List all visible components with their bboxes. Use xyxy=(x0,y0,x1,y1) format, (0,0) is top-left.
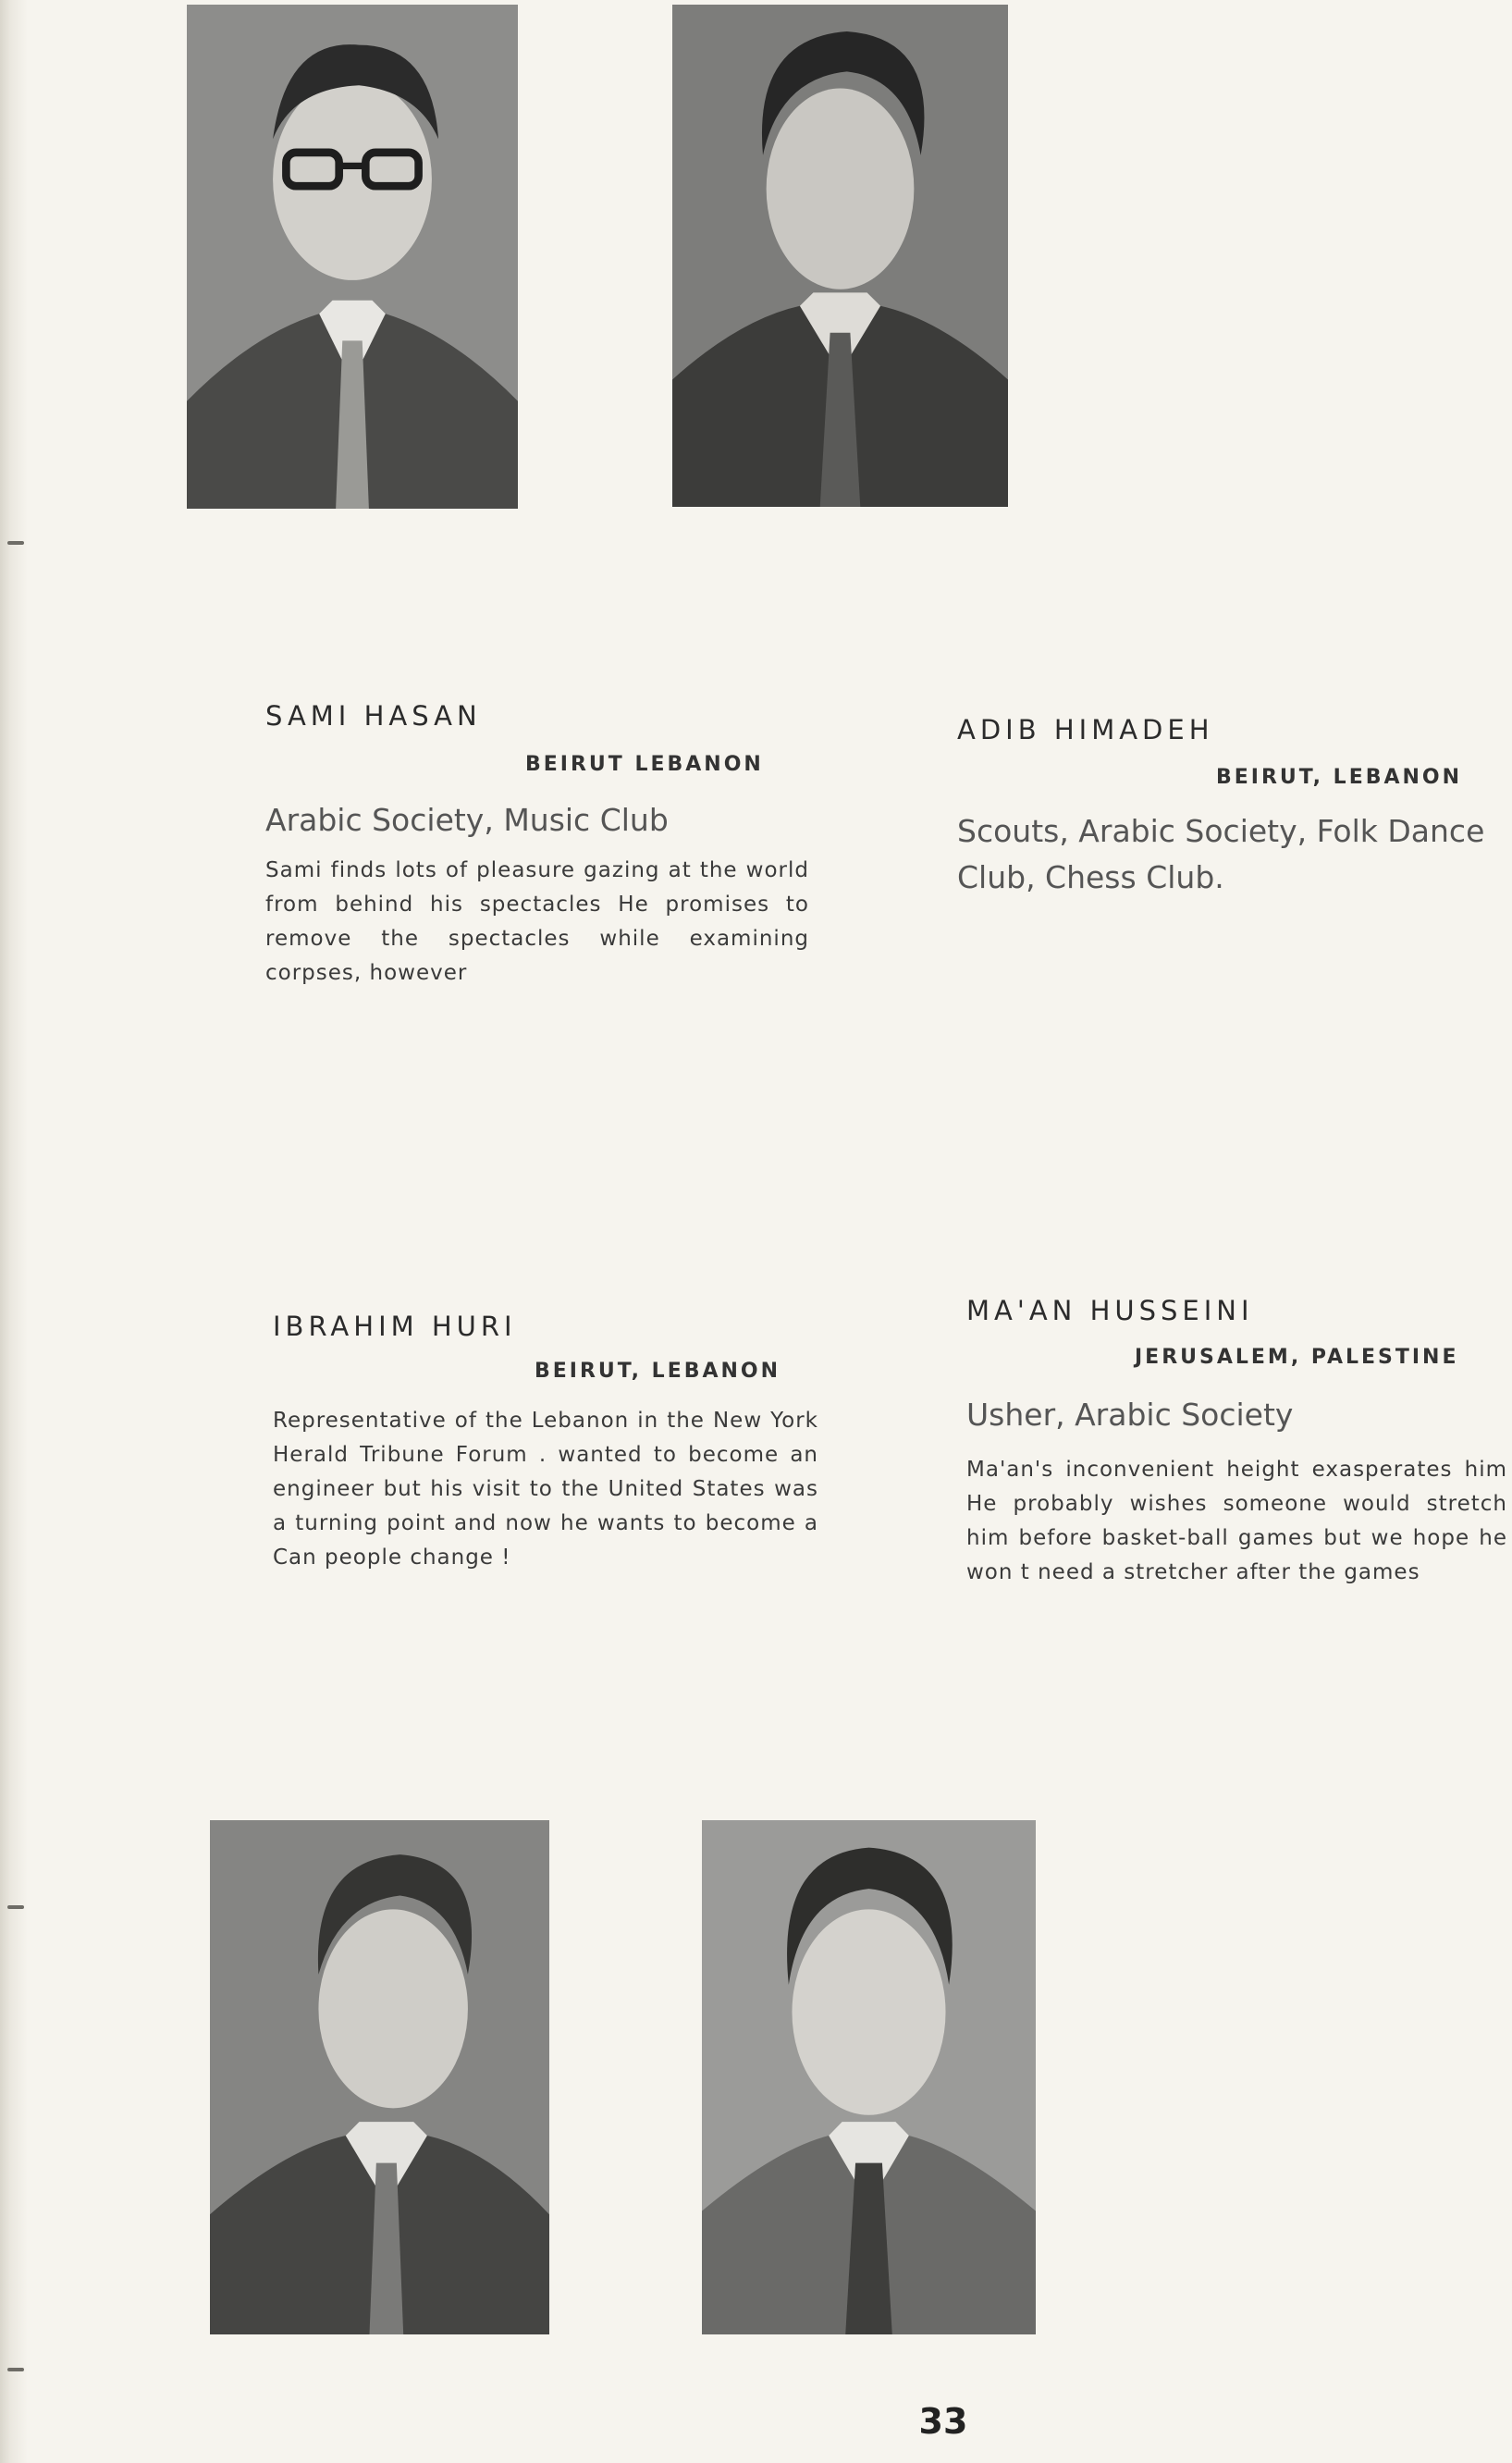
student-name: MA'AN HUSSEINI xyxy=(966,1295,1254,1326)
student-activities: Arabic Society, Music Club xyxy=(265,802,669,838)
student-name: ADIB HIMADEH xyxy=(957,714,1214,745)
student-location: BEIRUT LEBANON xyxy=(525,753,764,776)
student-name: IBRAHIM HURI xyxy=(273,1311,517,1342)
staple-mark xyxy=(7,1905,24,1909)
portrait-photo-adib-himadeh xyxy=(672,5,1008,507)
student-location: BEIRUT, LEBANON xyxy=(535,1360,781,1383)
student-blurb: Representative of the Lebanon in the New York Herald Tribune Forum . wanted to become an engineer but his visit to the United States was a turning point and now he wants to become a Can people change ! xyxy=(273,1409,818,1570)
portrait-photo-ibrahim-huri xyxy=(210,1820,549,2334)
staple-mark xyxy=(7,2368,24,2371)
student-name: SAMI HASAN xyxy=(265,700,482,732)
portrait-photo-sami-hasan xyxy=(187,5,518,509)
binding-edge xyxy=(0,0,28,2463)
student-blurb: Sami finds lots of pleasure gazing at the world from behind his spectacles He promises to remove the spectacles while examining corpses, however xyxy=(265,858,809,985)
student-blurb: Ma'an's inconvenient height exasperates him He probably wishes someone would stretch him before basket-ball games but we hope he won t need a stretcher after the games xyxy=(966,1458,1507,1584)
student-activities: Scouts, Arabic Society, Folk Dance Club, Chess Club. xyxy=(957,813,1485,895)
portrait-photo-maan-husseini xyxy=(702,1820,1036,2334)
page-number: 33 xyxy=(918,2401,968,2442)
student-location: JERUSALEM, PALESTINE xyxy=(1135,1346,1459,1369)
staple-mark xyxy=(7,541,24,545)
student-activities: Usher, Arabic Society xyxy=(966,1397,1294,1433)
student-location: BEIRUT, LEBANON xyxy=(1216,766,1463,789)
